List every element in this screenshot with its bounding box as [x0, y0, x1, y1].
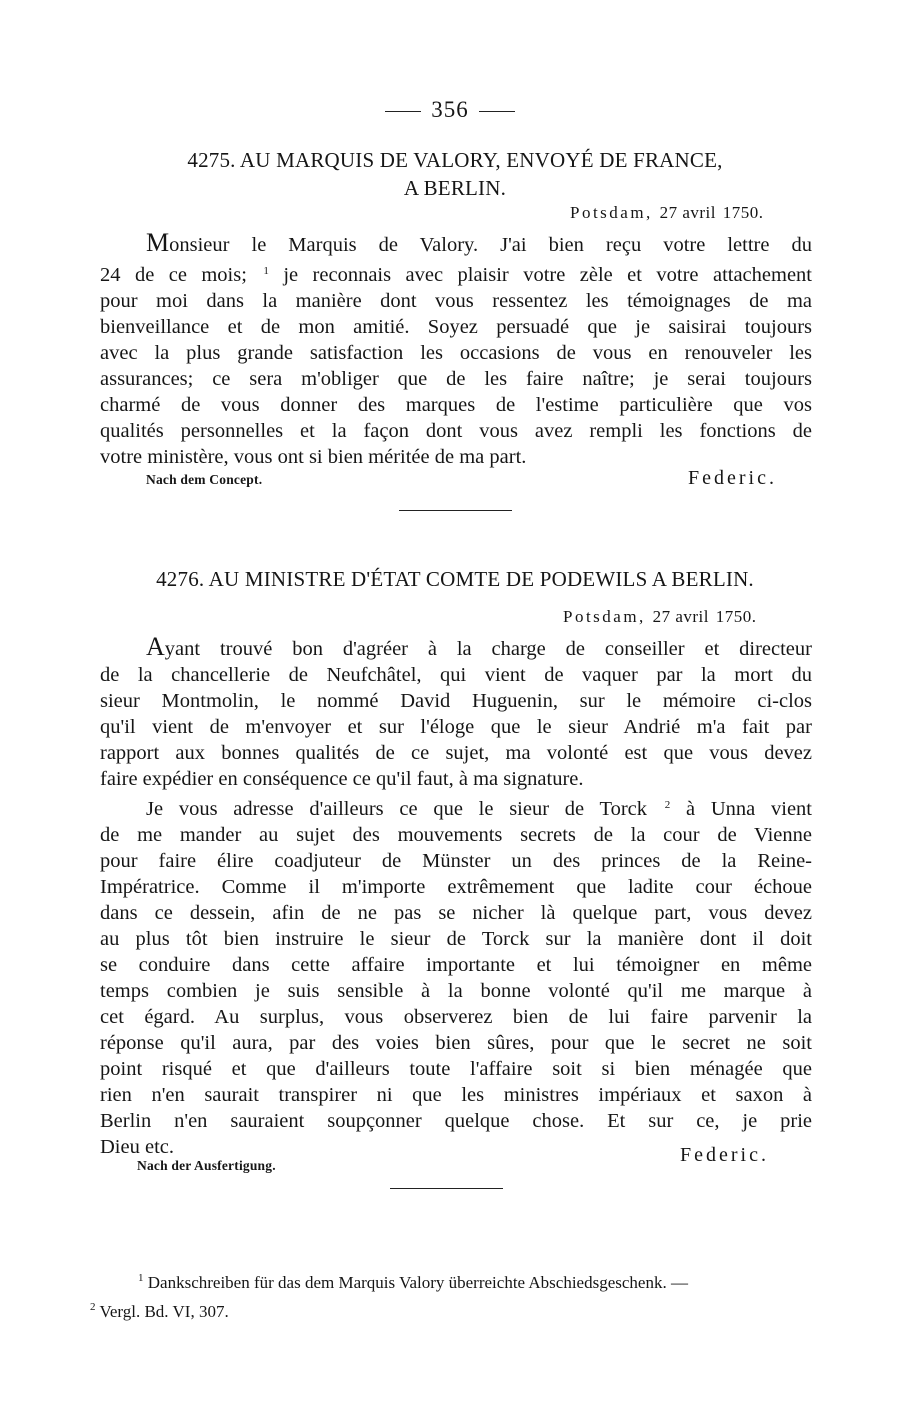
- text-line: se conduire dans cette affaire importante et lui témoigner en même: [100, 954, 812, 976]
- footnote-2: [88, 1295, 808, 1324]
- letter-4276-date: [563, 607, 756, 627]
- text-line: bienveillance et de mon amitié. Soyez persuadé que je saisirai toujours: [100, 316, 812, 338]
- section-divider: [399, 510, 512, 511]
- footnote-marker: 2: [90, 1301, 96, 1313]
- footnote-ref: 2: [664, 799, 671, 811]
- text-line: faire expédier en conséquence ce qu'il faut, à ma signature.: [100, 768, 584, 790]
- initial-letter: A: [146, 632, 165, 661]
- text-line: au plus tôt bien instruire le sieur de Torck sur la manière dont il doit: [100, 928, 812, 950]
- text-line: rien n'en saurait transpirer ni que les ministres impériaux et saxon à: [100, 1084, 812, 1106]
- text-line: rapport aux bonnes qualités de ce sujet, ma volonté est que vous devez: [100, 742, 812, 764]
- page-number: 356: [431, 97, 469, 122]
- date-year: 1750.: [715, 607, 757, 626]
- text-line: de me mander au sujet des mouvements secrets de la cour de Vienne: [100, 824, 812, 846]
- letter-4275-date: [570, 203, 763, 223]
- text-line: point risqué et que d'ailleurs toute l'affaire soit si bien ménagée que: [100, 1058, 812, 1080]
- text-line: cet égard. Au surplus, vous observerez bien de lui faire parvenir la: [100, 1006, 812, 1028]
- source-note: Nach dem Concept.: [146, 472, 263, 487]
- source-note: Nach der Ausfertigung.: [137, 1158, 276, 1173]
- text-line: qualités personnelles et la façon dont vous avez rempli les fonctions de: [100, 420, 812, 442]
- date-day: 27 avril: [652, 607, 709, 626]
- text-line: charmé de vous donner des marques de l'estime particulière que vos: [100, 394, 812, 416]
- text-line: Impératrice. Comme il m'importe extrêmement que ladite cour échoue: [100, 876, 812, 898]
- dash-right: [479, 111, 515, 112]
- text-line: votre ministère, vous ont si bien méritée de ma part.: [100, 446, 527, 468]
- letter-4275-body: [100, 230, 812, 470]
- text-line: Je vous adresse d'ailleurs ce que le sieur de Torck $^2$ à Unna vient: [146, 798, 812, 820]
- signature: Federic.: [680, 1144, 769, 1166]
- footnote-ref: 1: [263, 265, 269, 277]
- text-line: 24 de ce mois; $^1$ je reconnais avec plaisir votre zèle et votre attachement: [100, 264, 812, 286]
- date-place: Potsdam,: [570, 203, 653, 222]
- footnote-text: Dankschreiben für das dem Marquis Valory überreichte Abschiedsgeschenk. —: [147, 1273, 688, 1292]
- letter-4276-body-p2: [100, 792, 812, 1160]
- text-line: dans ce dessein, afin de ne pas se nicher là quelque part, vous devez: [100, 902, 812, 924]
- dash-left: [385, 111, 421, 112]
- text-line: qu'il vient de m'envoyer et sur l'éloge que le sieur Andrié m'a fait par: [100, 716, 812, 738]
- letter-4276-heading: [100, 565, 810, 593]
- footnote-marker: 1: [138, 1272, 144, 1284]
- date-day: 27 avril: [659, 203, 716, 222]
- text-line: réponse qu'il aura, par des voies bien sûres, pour que le secret ne soit: [100, 1032, 812, 1054]
- text-line: pour faire élire coadjuteur de Münster un des princes de la Reine-: [100, 850, 812, 872]
- text-line: assurances; ce sera m'obliger que de les faire naître; je serai toujours: [100, 368, 812, 390]
- footnotes: [88, 1266, 808, 1324]
- footnote-text: Vergl. Bd. VI, 307.: [99, 1302, 229, 1321]
- date-place: Potsdam,: [563, 607, 646, 626]
- letter-heading-line1: 4276. AU MINISTRE D'ÉTAT COMTE DE PODEWILS A BERLIN.: [156, 567, 754, 591]
- letter-4275-heading: [100, 146, 810, 202]
- page-number-row: [0, 97, 900, 123]
- text-line: Ayant trouvé bon d'agréer à la charge de conseiller et directeur: [146, 632, 812, 661]
- text-line: de la chancellerie de Neufchâtel, qui vient de vaquer par la mort du: [100, 664, 812, 686]
- text-line: pour moi dans la manière dont vous ressentez les témoignages de ma: [100, 290, 812, 312]
- letter-4276-body-p1: [100, 634, 812, 792]
- text-line: Dieu etc.: [100, 1136, 174, 1158]
- text-line: temps combien je suis sensible à la bonne volonté qu'il me marque à: [100, 980, 812, 1002]
- text-line: Berlin n'en sauraient soupçonner quelque chose. Et sur ce, je prie: [100, 1110, 812, 1132]
- text-line: avec la plus grande satisfaction les occasions de vous en renouveler les: [100, 342, 812, 364]
- letter-heading-line2: A BERLIN.: [403, 176, 507, 200]
- section-divider: [390, 1188, 503, 1189]
- text-line: Monsieur le Marquis de Valory. J'ai bien reçu votre lettre du: [146, 228, 812, 257]
- letter-heading-line1: 4275. AU MARQUIS DE VALORY, ENVOYÉ DE FRANCE,: [187, 148, 723, 172]
- text-line: sieur Montmolin, le nommé David Huguenin, sur le mémoire ci-clos: [100, 690, 812, 712]
- footnote-1: [88, 1266, 808, 1295]
- initial-letter: M: [146, 228, 170, 257]
- signature: Federic.: [688, 467, 777, 489]
- date-year: 1750.: [722, 203, 764, 222]
